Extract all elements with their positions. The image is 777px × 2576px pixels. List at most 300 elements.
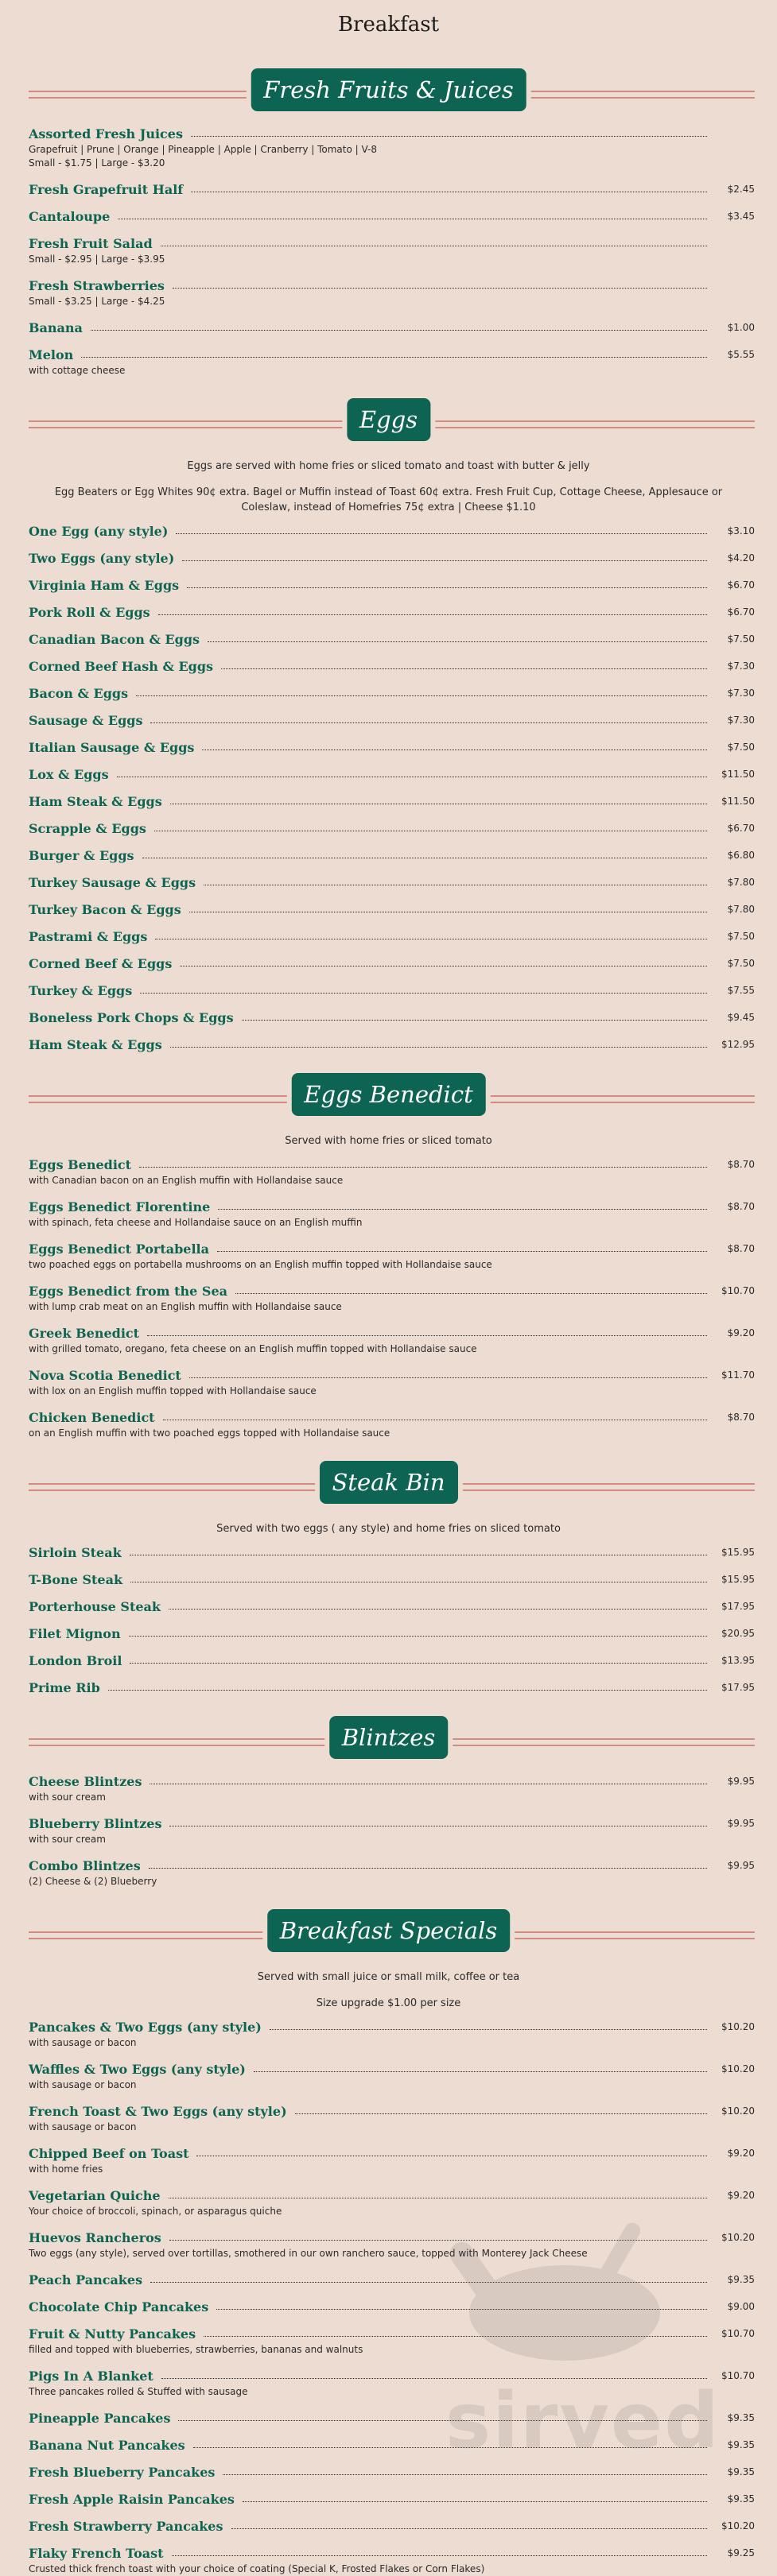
menu-item-price: $9.95	[727, 1818, 755, 1829]
menu-section	[0, 398, 777, 1052]
menu-item-line	[29, 2462, 755, 2480]
menu-item	[29, 1408, 755, 1440]
dot-leader	[81, 356, 707, 358]
description-line: with grilled tomato, oregano, feta cheese on an English muffin topped with Hollandaise sauce	[29, 1343, 477, 1354]
menu-item-price: $7.55	[727, 985, 755, 996]
menu-item-line	[29, 521, 755, 539]
menu-item	[29, 900, 755, 917]
menu-item-price: $9.35	[727, 2466, 755, 2477]
menu-item-price: $9.45	[727, 1012, 755, 1023]
description-line: Three pancakes rolled & Stuffed with sausage	[29, 2386, 248, 2397]
menu-item	[29, 2489, 755, 2507]
menu-item	[29, 2228, 755, 2260]
dot-leader	[130, 1581, 707, 1582]
dot-leader	[196, 2155, 707, 2156]
menu-item-name: One Egg (any style)	[29, 524, 169, 539]
menu-item-name: Prime Rib	[29, 1680, 100, 1695]
section-note: Served with two eggs ( any style) and home fries on sliced tomato	[216, 1523, 561, 1535]
dot-leader	[208, 641, 707, 642]
dot-leader	[217, 1250, 707, 1252]
menu-item	[29, 548, 755, 566]
item-list	[29, 124, 755, 378]
menu-item	[29, 2270, 755, 2287]
watermark-text: sirved	[445, 2377, 721, 2466]
section-header	[0, 1073, 777, 1122]
menu-item	[29, 1155, 755, 1187]
description-line: (2) Cheese & (2) Blueberry	[29, 1876, 157, 1887]
item-list	[29, 1155, 755, 1440]
menu-item-name: Corned Beef & Eggs	[29, 956, 173, 971]
menu-item-name: Flaky French Toast	[29, 2546, 164, 2561]
menu-item-price: $9.00	[727, 2301, 755, 2312]
menu-item	[29, 954, 755, 971]
description-line: with sour cream	[29, 1834, 106, 1845]
menu-item-line	[29, 765, 755, 782]
menu-item	[29, 2059, 755, 2092]
description-line: with home fries	[29, 2163, 103, 2175]
menu-item-name: Combo Blintzes	[29, 1858, 141, 1873]
menu-item	[29, 2144, 755, 2176]
menu-section	[0, 1461, 777, 1695]
menu-item-line	[29, 2017, 755, 2035]
dot-leader	[118, 218, 707, 219]
menu-item-name: Two Eggs (any style)	[29, 551, 175, 566]
section-title: Breakfast Specials	[267, 1909, 511, 1952]
menu-item-line	[29, 1624, 755, 1641]
menu-item	[29, 602, 755, 620]
menu-item-name: Vegetarian Quiche	[29, 2188, 161, 2203]
menu-item-name: Turkey Sausage & Eggs	[29, 875, 196, 890]
menu-item-line	[29, 1543, 755, 1560]
menu-item-name: Pigs In A Blanket	[29, 2369, 153, 2384]
menu-item-line	[29, 2228, 755, 2245]
menu-item-line	[29, 792, 755, 809]
menu-item-name: Filet Mignon	[29, 1626, 121, 1641]
dot-leader	[172, 2555, 707, 2556]
menu-item-price: $1.00	[727, 322, 755, 333]
menu-item-line	[29, 954, 755, 971]
dot-leader	[169, 2197, 707, 2198]
menu-item-price: $9.20	[727, 1327, 755, 1338]
section-note: Served with home fries or sliced tomato	[285, 1135, 492, 1147]
dot-leader	[108, 1689, 707, 1691]
menu-item-description	[29, 1258, 755, 1272]
dot-leader	[221, 668, 707, 669]
menu-item-price: $8.70	[727, 1412, 755, 1423]
menu-item-line	[29, 1408, 755, 1425]
menu-item-name: Ham Steak & Eggs	[29, 1037, 162, 1052]
dot-leader	[182, 560, 707, 561]
menu-item-price: $7.50	[727, 742, 755, 753]
menu-item-price: $7.50	[727, 958, 755, 969]
menu-item	[29, 1570, 755, 1587]
section-note: Egg Beaters or Egg Whites 90¢ extra. Bagel or Muffin instead of Toast 60¢ extra. Fresh Fruit Cup, Cottage Cheese, Applesauce or Coleslaw, instead of Homefries 75¢ extra | Cheese $1.10	[54, 486, 723, 513]
item-list	[29, 1772, 755, 1888]
dot-leader	[204, 2335, 707, 2337]
menu-item	[29, 2017, 755, 2050]
menu-item-name: London Broil	[29, 1653, 122, 1668]
menu-item-price: $5.55	[727, 349, 755, 360]
menu-item	[29, 1651, 755, 1668]
menu-item-line	[29, 2186, 755, 2203]
dot-leader	[231, 2528, 708, 2529]
menu-item	[29, 2297, 755, 2315]
menu-item-price: $15.95	[721, 1574, 755, 1585]
menu-item-line	[29, 1772, 755, 1789]
menu-item-line	[29, 345, 755, 362]
menu-item	[29, 180, 755, 197]
menu-item-name: Banana	[29, 320, 83, 335]
menu-item-line	[29, 276, 755, 293]
menu-item-description	[29, 1385, 755, 1398]
menu-item-description	[29, 1791, 755, 1804]
menu-item-description	[29, 1174, 755, 1187]
menu-item-name: Fresh Strawberries	[29, 278, 165, 293]
menu-item-price: $20.95	[721, 1628, 755, 1639]
section-header	[0, 68, 777, 118]
menu-item-price: $8.70	[727, 1201, 755, 1212]
menu-item-price: $17.95	[721, 1601, 755, 1612]
dot-leader	[178, 2419, 707, 2421]
menu-item-price: $4.20	[727, 552, 755, 564]
menu-item-price: $11.70	[721, 1369, 755, 1381]
description-line: Crusted thick french toast with your choice of coating (Special K, Frosted Flakes or Corn Flakes)	[29, 2563, 485, 2574]
menu-item-name: Sirloin Steak	[29, 1545, 122, 1560]
menu-item	[29, 738, 755, 755]
menu-item-name: Eggs Benedict Florentine	[29, 1199, 211, 1214]
menu-item-name: Assorted Fresh Juices	[29, 126, 183, 141]
menu-item-line	[29, 927, 755, 944]
section-header	[0, 1909, 777, 1958]
menu-item-line	[29, 1651, 755, 1668]
menu-item-name: Fresh Fruit Salad	[29, 236, 153, 251]
dot-leader	[136, 695, 707, 696]
dot-leader	[242, 1019, 707, 1021]
menu-item-line	[29, 819, 755, 836]
menu-item-price: $7.30	[727, 688, 755, 699]
menu-item-price: $10.20	[721, 2105, 755, 2117]
section-title: Eggs Benedict	[291, 1073, 485, 1116]
menu-item-description	[29, 2562, 755, 2576]
menu-item-price: $3.10	[727, 525, 755, 537]
menu-item-name: Huevos Rancheros	[29, 2230, 161, 2245]
menu-item-line	[29, 981, 755, 998]
menu-item-line	[29, 711, 755, 728]
menu-item-description	[29, 2385, 755, 2399]
menu-item	[29, 792, 755, 809]
menu-item-line	[29, 738, 755, 755]
menu-item	[29, 124, 755, 170]
section-note: Eggs are served with home fries or sliced tomato and toast with butter & jelly	[187, 460, 590, 472]
menu-item-line	[29, 2297, 755, 2315]
menu-item-description	[29, 1427, 755, 1440]
section-title: Fresh Fruits & Juices	[251, 68, 526, 111]
dot-leader	[150, 1783, 707, 1784]
menu-item-name: T-Bone Steak	[29, 1572, 123, 1587]
menu-section	[0, 1073, 777, 1440]
dot-leader	[295, 2113, 707, 2114]
dot-leader	[139, 1166, 707, 1168]
menu-item-line	[29, 234, 755, 251]
menu-item-description	[29, 1300, 755, 1314]
menu-item-price: $6.70	[727, 579, 755, 591]
menu-item-name: Porterhouse Steak	[29, 1599, 161, 1614]
dot-leader	[170, 803, 707, 804]
dot-leader	[193, 2446, 707, 2448]
menu-item-description	[29, 1216, 755, 1230]
menu-item	[29, 927, 755, 944]
menu	[0, 68, 777, 2576]
menu-item-price: $9.20	[727, 2190, 755, 2201]
dot-leader	[147, 1334, 707, 1336]
description-line: with sour cream	[29, 1792, 106, 1803]
menu-item-line	[29, 575, 755, 593]
dot-leader	[169, 1825, 707, 1826]
menu-item-price: $7.30	[727, 660, 755, 672]
menu-item-name: Eggs Benedict	[29, 1157, 132, 1172]
menu-item-line	[29, 1035, 755, 1052]
menu-item-line	[29, 1597, 755, 1614]
menu-item-name: Chocolate Chip Pancakes	[29, 2299, 209, 2315]
menu-item-line	[29, 2543, 755, 2561]
menu-item	[29, 1543, 755, 1560]
menu-item-price: $9.20	[727, 2148, 755, 2159]
menu-item-name: Lox & Eggs	[29, 767, 109, 782]
menu-item	[29, 207, 755, 224]
dot-leader	[216, 2308, 707, 2310]
section-title: Steak Bin	[319, 1461, 457, 1504]
menu-item-price: $10.20	[721, 2520, 755, 2531]
menu-item-price: $11.50	[721, 796, 755, 807]
menu-section	[0, 68, 777, 378]
menu-item	[29, 1624, 755, 1641]
dot-leader	[155, 938, 707, 939]
menu-item-price	[717, 139, 755, 141]
menu-item-name: Fresh Strawberry Pancakes	[29, 2519, 223, 2534]
menu-item	[29, 1814, 755, 1846]
menu-item-line	[29, 1155, 755, 1172]
menu-item-line	[29, 602, 755, 620]
menu-item-name: Turkey Bacon & Eggs	[29, 902, 181, 917]
menu-item-name: Chipped Beef on Toast	[29, 2146, 189, 2161]
menu-item-price: $10.20	[721, 2232, 755, 2243]
menu-item-line	[29, 2270, 755, 2287]
menu-item	[29, 234, 755, 266]
dot-leader	[129, 1635, 707, 1637]
description-line: with lox on an English muffin topped with Hollandaise sauce	[29, 1385, 317, 1396]
dot-leader	[163, 1419, 707, 1420]
menu-item-line	[29, 2489, 755, 2507]
menu-item-line	[29, 1323, 755, 1341]
menu-item-name: Banana Nut Pancakes	[29, 2438, 185, 2453]
dot-leader	[189, 1377, 707, 1378]
item-list	[29, 521, 755, 1052]
menu-item-name: Blueberry Blintzes	[29, 1816, 162, 1831]
menu-item-line	[29, 1678, 755, 1695]
menu-item-line	[29, 629, 755, 647]
menu-item-description	[29, 295, 755, 308]
dot-leader	[270, 2028, 707, 2030]
menu-item-line	[29, 1570, 755, 1587]
menu-item-name: Scrapple & Eggs	[29, 821, 146, 836]
description-line: with Canadian bacon on an English muffin with Hollandaise sauce	[29, 1175, 344, 1186]
dot-leader	[218, 1208, 707, 1210]
section-header	[0, 398, 777, 447]
menu-item-name: Eggs Benedict from the Sea	[29, 1284, 227, 1299]
dot-leader	[140, 992, 707, 994]
menu-item-line	[29, 2516, 755, 2534]
menu-item-name: Turkey & Eggs	[29, 983, 133, 998]
menu-item-description	[29, 253, 755, 266]
menu-item-price: $10.70	[721, 2370, 755, 2381]
dot-leader	[173, 287, 707, 289]
menu-item-line	[29, 1814, 755, 1831]
description-line: with cottage cheese	[29, 365, 126, 376]
menu-item	[29, 2186, 755, 2218]
description-line: Small - $2.95 | Large - $3.95	[29, 254, 165, 265]
menu-item-name: Virginia Ham & Eggs	[29, 578, 180, 593]
menu-item-price: $15.95	[721, 1547, 755, 1558]
menu-item	[29, 981, 755, 998]
menu-item-price: $6.70	[727, 823, 755, 834]
menu-item-price: $7.80	[727, 877, 755, 888]
description-line: two poached eggs on portabella mushrooms on an English muffin topped with Hollandaise sauce	[29, 1259, 492, 1270]
dot-leader	[169, 2239, 707, 2241]
menu-item-name: Corned Beef Hash & Eggs	[29, 659, 214, 674]
menu-item-price: $7.80	[727, 904, 755, 915]
menu-item	[29, 2408, 755, 2426]
description-line: Your choice of broccoli, spinach, or asparagus quiche	[29, 2206, 282, 2217]
menu-item-price: $12.95	[721, 1039, 755, 1050]
menu-item-name: Cantaloupe	[29, 209, 111, 224]
menu-item-price: $7.50	[727, 931, 755, 942]
dot-leader	[161, 2377, 707, 2379]
menu-item	[29, 1035, 755, 1052]
section-header	[0, 1461, 777, 1510]
dot-leader	[170, 1046, 707, 1048]
menu-item	[29, 684, 755, 701]
menu-item-price: $11.50	[721, 769, 755, 780]
menu-item	[29, 345, 755, 378]
menu-item-price: $9.35	[727, 2439, 755, 2450]
dot-leader	[149, 1867, 707, 1869]
menu-item	[29, 765, 755, 782]
dot-leader	[130, 1662, 707, 1664]
menu-item	[29, 873, 755, 890]
menu-item	[29, 657, 755, 674]
menu-item-line	[29, 1281, 755, 1299]
menu-item-description	[29, 2247, 755, 2260]
menu-item-line	[29, 1365, 755, 1383]
description-line: with lump crab meat on an English muffin with Hollandaise sauce	[29, 1301, 342, 1312]
menu-item	[29, 629, 755, 647]
menu-item-price	[717, 291, 755, 293]
dot-leader	[223, 2473, 707, 2475]
description-line: with sausage or bacon	[29, 2037, 137, 2048]
menu-item	[29, 276, 755, 308]
menu-item	[29, 2435, 755, 2453]
menu-item-name: French Toast & Two Eggs (any style)	[29, 2104, 287, 2119]
menu-item	[29, 1323, 755, 1356]
menu-item-name: Fruit & Nutty Pancakes	[29, 2326, 196, 2342]
menu-item-name: Cheese Blintzes	[29, 1774, 142, 1789]
section-title: Eggs	[347, 398, 430, 441]
menu-item	[29, 2366, 755, 2399]
menu-item-line	[29, 318, 755, 335]
menu-item-line	[29, 1008, 755, 1025]
description-line: Two eggs (any style), served over tortillas, smothered in our own ranchero sauce, topped with Monterey Jack Cheese	[29, 2248, 588, 2259]
menu-item-name: Burger & Eggs	[29, 848, 134, 863]
menu-item-name: Fresh Apple Raisin Pancakes	[29, 2492, 235, 2507]
menu-item-price: $9.35	[727, 2274, 755, 2285]
menu-item-description	[29, 2078, 755, 2092]
menu-item-description	[29, 1875, 755, 1888]
dot-leader	[191, 191, 707, 192]
menu-item-name: Pastrami & Eggs	[29, 929, 148, 944]
menu-item-line	[29, 846, 755, 863]
menu-item-description	[29, 1833, 755, 1846]
menu-item-name: Greek Benedict	[29, 1326, 140, 1341]
menu-item-name: Melon	[29, 347, 74, 362]
description-line: Small - $3.25 | Large - $4.25	[29, 296, 165, 307]
menu-item-price: $3.45	[727, 211, 755, 222]
menu-section	[0, 1909, 777, 2576]
menu-item-price: $6.70	[727, 606, 755, 618]
menu-item	[29, 1008, 755, 1025]
menu-item-price: $9.95	[727, 1776, 755, 1787]
menu-item-name: Waffles & Two Eggs (any style)	[29, 2062, 246, 2077]
menu-item-name: Chicken Benedict	[29, 1410, 155, 1425]
dot-leader	[169, 1608, 707, 1610]
menu-item-name: Ham Steak & Eggs	[29, 794, 162, 809]
menu-item-price: $2.45	[727, 184, 755, 195]
menu-item-description	[29, 2036, 755, 2050]
menu-item-name: Sausage & Eggs	[29, 713, 143, 728]
menu-item-line	[29, 2144, 755, 2161]
dot-leader	[180, 965, 707, 966]
menu-item-price: $17.95	[721, 1682, 755, 1693]
dot-leader	[150, 722, 707, 723]
menu-item	[29, 1197, 755, 1230]
menu-item-name: Boneless Pork Chops & Eggs	[29, 1010, 234, 1025]
menu-item-name: Fresh Grapefruit Half	[29, 182, 184, 197]
menu-item-description	[29, 1342, 755, 1356]
menu-item-description	[29, 2163, 755, 2176]
menu-item-line	[29, 2101, 755, 2119]
menu-item-line	[29, 548, 755, 566]
menu-item-price	[717, 249, 755, 251]
menu-item	[29, 318, 755, 335]
dot-leader	[202, 749, 707, 750]
menu-item-name: Nova Scotia Benedict	[29, 1368, 181, 1383]
section-note: Size upgrade $1.00 per size	[316, 1997, 461, 2009]
description-line: filled and topped with blueberries, strawberries, bananas and walnuts	[29, 2344, 363, 2355]
menu-item-line	[29, 207, 755, 224]
description-line: Grapefruit | Prune | Orange | Pineapple | Apple | Cranberry | Tomato | V-8	[29, 144, 377, 155]
menu-item	[29, 1678, 755, 1695]
menu-item	[29, 1281, 755, 1314]
menu-item-price: $6.80	[727, 850, 755, 861]
dot-leader	[243, 2500, 707, 2502]
dot-leader	[204, 884, 707, 885]
menu-item	[29, 846, 755, 863]
menu-item-line	[29, 2324, 755, 2342]
menu-item-description	[29, 143, 755, 170]
menu-item	[29, 2462, 755, 2480]
menu-item	[29, 2543, 755, 2576]
menu-item-description	[29, 364, 755, 378]
menu-item-line	[29, 684, 755, 701]
